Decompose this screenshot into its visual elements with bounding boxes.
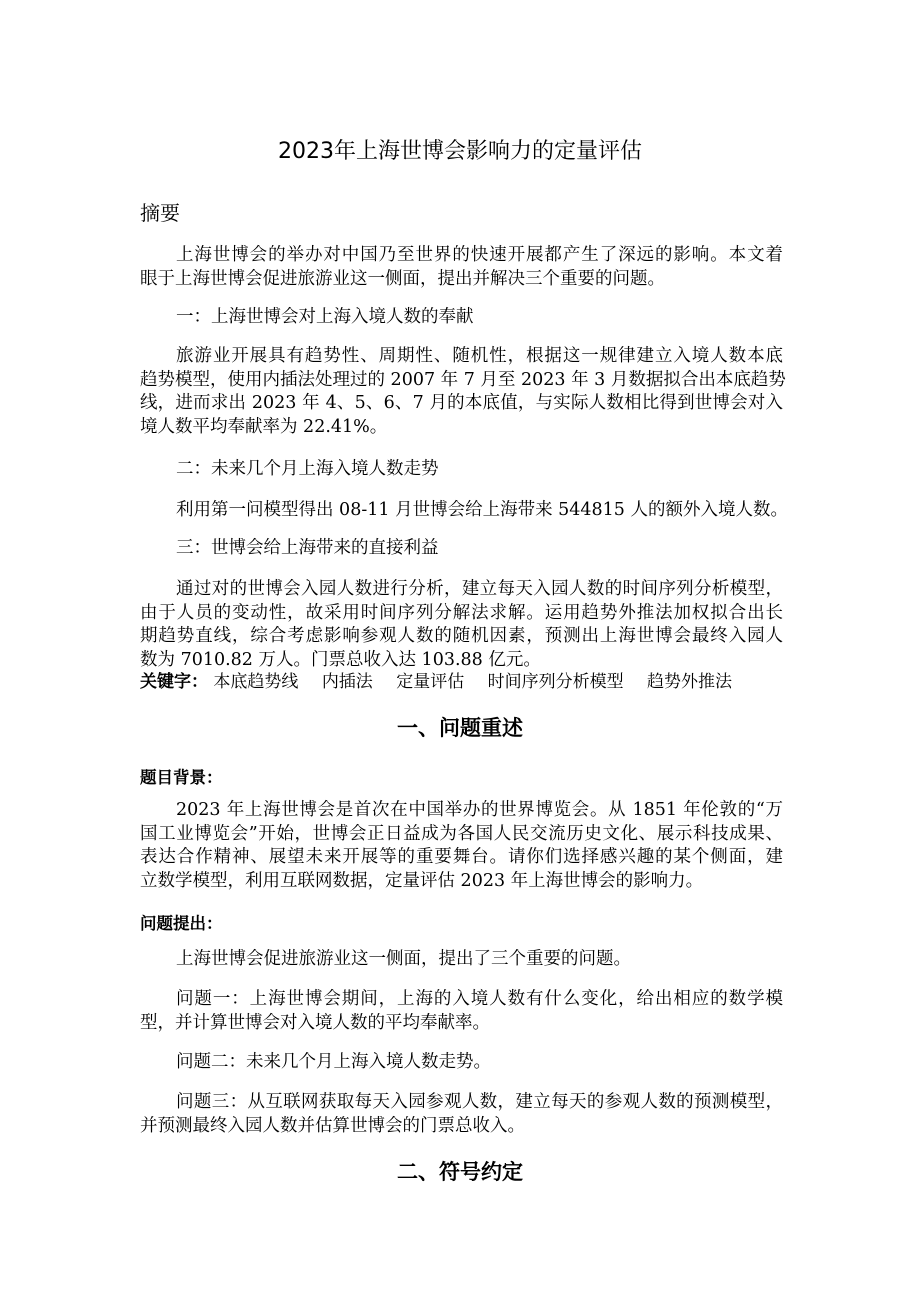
question-3-title (140, 537, 783, 561)
keyword: 本底趋势线 (213, 672, 299, 692)
section-1-heading: 一、问题重述 (397, 716, 523, 740)
text-line: 表达合作精神、展望未来开展等的重要舞台。请你们选择感兴趣的某个侧面，建 (140, 847, 783, 867)
text-line: 上海世博会的举办对中国乃至世界的快速开展都产生了深远的影响。本文着 (176, 245, 783, 265)
keyword: 内插法 (321, 672, 373, 692)
problem-1 (140, 988, 783, 1035)
abstract-paragraph-2 (140, 345, 786, 439)
text-line: 通过对的世博会入园人数进行分析，建立每天入园人数的时间序列分析模型， (176, 579, 783, 599)
section-2-heading: 二、符号约定 (397, 1160, 523, 1184)
abstract-paragraph-4 (140, 578, 783, 672)
keyword: 时间序列分析模型 (487, 672, 624, 692)
problem-3 (140, 1091, 783, 1138)
text-line: 眼于上海世博会促进旅游业这一侧面，提出并解决三个重要的问题。 (140, 268, 665, 289)
keywords (140, 667, 750, 692)
background-paragraph (140, 799, 783, 893)
abstract-paragraph-1 (140, 244, 783, 291)
text-line: 由于人员的变动性，故采用时间序列分解法求解。运用趋势外推法加权拟合出长 (140, 602, 783, 623)
problem-label: 问题提出： (140, 914, 223, 933)
keyword: 趋势外推法 (647, 672, 733, 692)
abstract-heading: 摘要 (140, 201, 180, 225)
text-line: 国工业博览会”开始，世博会正日益成为各国人民交流历史文化、展示科技成果、 (140, 823, 783, 844)
text-line: 一：上海世博会对上海入境人数的奉献 (176, 307, 474, 327)
text-line: 上海世博会促进旅游业这一侧面，提出了三个重要的问题。 (176, 949, 631, 969)
background-label: 题目背景： (140, 768, 223, 787)
text-line: 旅游业开展具有趋势性、周期性、随机性，根据这一规律建立入境人数本底 (176, 346, 783, 366)
text-line: 二：未来几个月上海入境人数走势 (176, 459, 439, 479)
abstract-paragraph-3 (140, 499, 789, 523)
text-line: 期趋势直线，综合考虑影响参观人数的随机因素，预测出上海世博会最终入园人 (140, 626, 783, 646)
text-line: 线，进而求出 2023 年 4、5、6、7 月的本底值，与实际人数相比得到世博会对入 (140, 393, 783, 413)
text-line: 2023 年上海世博会是首次在中国举办的世界博览会。从 1851 年伦敦的“万 (176, 800, 783, 820)
text-line: 问题一：上海世博会期间，上海的入境人数有什么变化，给出相应的数学模 (176, 989, 783, 1009)
problem-intro (140, 948, 783, 972)
keyword: 定量评估 (396, 672, 465, 692)
problem-2 (140, 1051, 783, 1075)
keywords-label: 关键字： (140, 672, 208, 692)
text-line: 趋势模型，使用内插法处理过的 2007 年 7 月至 2023 年 3 月数据拟合出本底趋势 (140, 369, 786, 390)
text-line: 境人数平均奉献率为 22.41%。 (140, 416, 388, 437)
text-line: 问题三：从互联网获取每天入园参观人数，建立每天的参观人数的预测模型， (176, 1092, 783, 1112)
text-line: 三：世博会给上海带来的直接利益 (176, 538, 439, 558)
text-line: 型，并计算世博会对入境人数的平均奉献率。 (140, 1012, 490, 1033)
question-1-title (140, 306, 783, 330)
text-line: 利用第一问模型得出 08-11 月世博会给上海带来 544815 人的额外入境人数。 (176, 500, 789, 520)
question-2-title (140, 458, 783, 482)
document-title: 2023年上海世博会影响力的定量评估 (278, 139, 642, 164)
text-line: 立数学模型，利用互联网数据，定量评估 2023 年上海世博会的影响力。 (140, 870, 704, 891)
text-line: 数为 7010.82 万人。门票总收入达 103.88 亿元。 (140, 649, 541, 670)
text-line: 问题二：未来几个月上海入境人数走势。 (176, 1052, 491, 1072)
text-line: 并预测最终入园人数并估算世博会的门票总收入。 (140, 1115, 525, 1136)
